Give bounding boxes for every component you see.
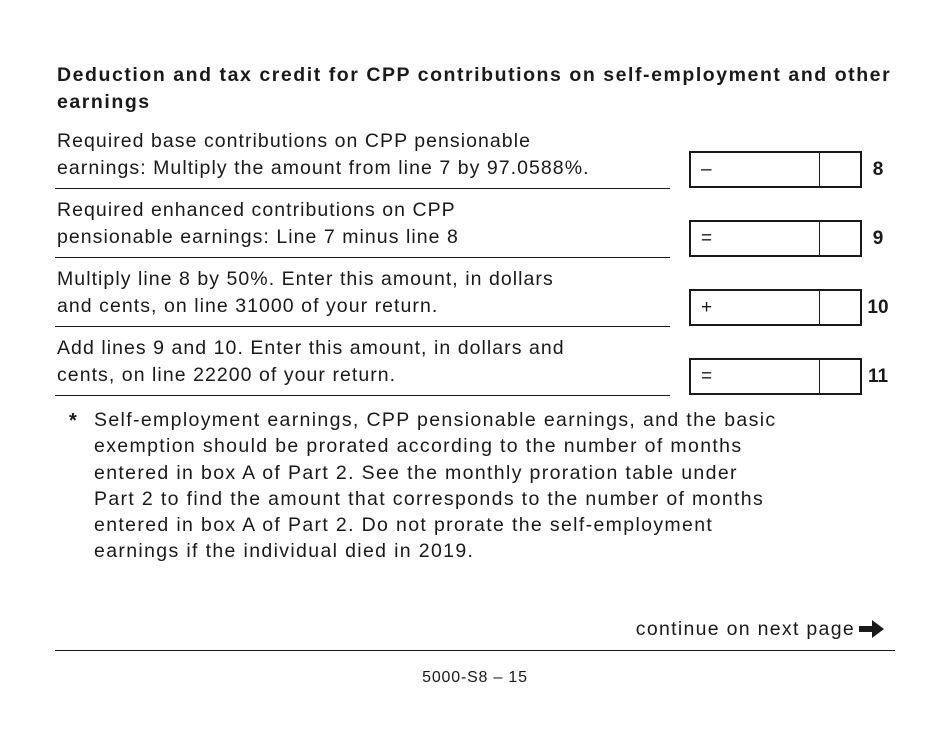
footnote-line: Self-employment earnings, CPP pensionable earnings, and the basic (94, 409, 777, 431)
operator-sign: + (701, 297, 713, 318)
footnote-line: earnings if the individual died in 2019. (94, 540, 475, 563)
row-divider (55, 395, 670, 396)
row-divider (55, 188, 670, 189)
footnote-marker: * (69, 410, 77, 432)
row-line-9-description (57, 197, 677, 251)
row-text-line: Multiply line 8 by 50%. Enter this amount, in dollars (57, 268, 554, 290)
footnote-text (94, 407, 909, 565)
page-number: 5000-S8 – 15 (422, 669, 528, 686)
cents-separator (819, 222, 820, 255)
amount-field-line-11[interactable] (689, 358, 862, 395)
footnote-line: exemption should be prorated according to the number of months (94, 435, 743, 458)
row-line-10-description (57, 266, 677, 320)
operator-sign: = (701, 228, 713, 249)
footnote-line: entered in box A of Part 2. See the monthly proration table under (94, 461, 738, 484)
row-line-8-description (57, 128, 677, 182)
operator-sign: = (701, 366, 713, 387)
row-text-line: earnings: Multiply the amount from line 7 by 97.0588%. (57, 157, 590, 179)
row-divider (55, 257, 670, 258)
section-title: Deduction and tax credit for CPP contributions on self-employment and other earnings (57, 64, 892, 113)
line-number: 10 (867, 297, 889, 318)
cents-separator (819, 153, 820, 186)
footer-divider (55, 650, 895, 651)
cents-separator (819, 360, 820, 393)
row-line-11-description (57, 335, 677, 389)
footnote-line: Part 2 to find the amount that corresponds to the number of months (94, 487, 765, 510)
line-number: 9 (872, 228, 884, 249)
row-text-line: Add lines 9 and 10. Enter this amount, in dollars and (57, 337, 565, 359)
footnote-line: entered in box A of Part 2. Do not prorate the self-employment (94, 514, 714, 537)
row-divider (55, 326, 670, 327)
cents-separator (819, 291, 820, 324)
row-text-line: cents, on line 22200 of your return. (57, 364, 397, 386)
row-text-line: Required enhanced contributions on CPP (57, 199, 456, 221)
right-arrow-icon (857, 617, 887, 641)
operator-sign: – (701, 159, 712, 180)
continue-on-next-page (636, 617, 887, 641)
row-text-line: pensionable earnings: Line 7 minus line 8 (57, 226, 459, 248)
continue-label: continue on next page (635, 618, 855, 640)
amount-field-line-9[interactable] (689, 220, 862, 257)
amount-field-line-8[interactable] (689, 151, 862, 188)
amount-field-line-10[interactable] (689, 289, 862, 326)
line-number: 8 (872, 159, 884, 180)
row-text-line: Required base contributions on CPP pensionable (57, 130, 531, 152)
line-number: 11 (867, 366, 889, 387)
row-text-line: and cents, on line 31000 of your return. (57, 295, 439, 317)
